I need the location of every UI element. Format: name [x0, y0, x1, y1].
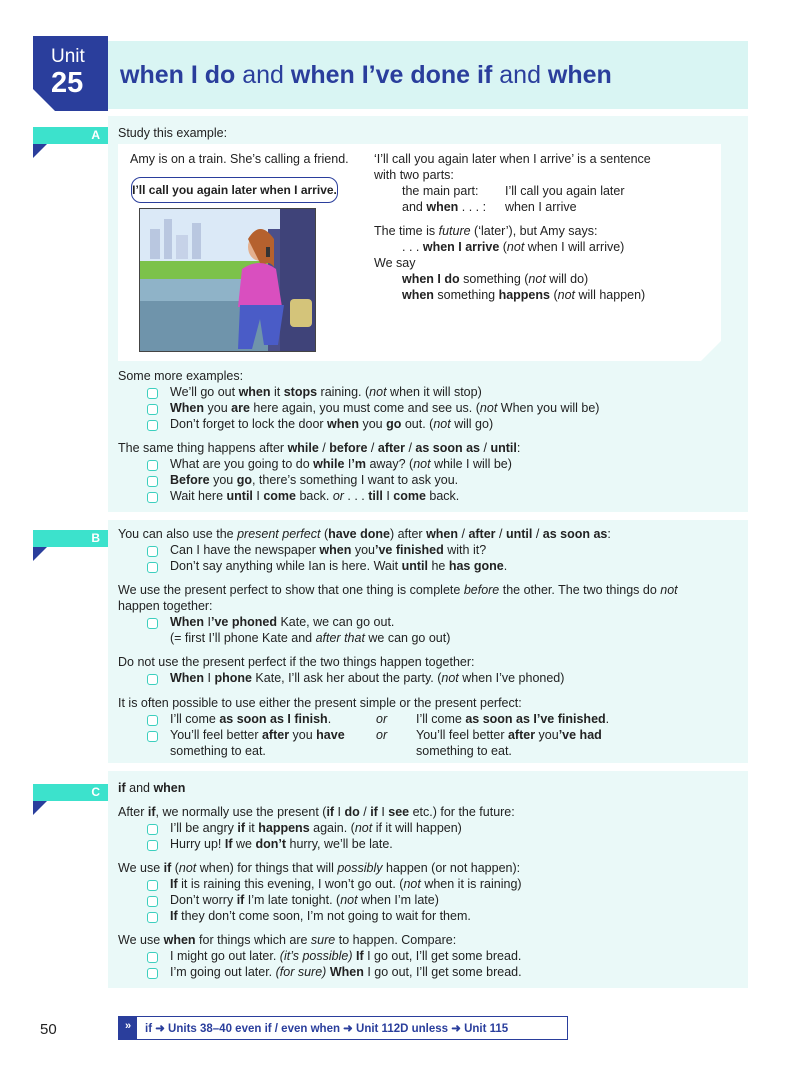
text-run: for things which are: [195, 933, 311, 947]
text-run: ‘I’ll call you again later when I arrive’ is a sentence: [374, 152, 651, 166]
text-run: phone: [214, 671, 252, 685]
c-paragraph-3: [118, 933, 456, 947]
text-run: not: [340, 893, 358, 907]
bullet-icon: [147, 824, 158, 835]
text-run: We use the present perfect to show that one thing is complete: [118, 583, 464, 597]
text-run: the other. The two things do: [499, 583, 661, 597]
text-run: when I arrive: [422, 240, 500, 254]
bullet-icon: [147, 840, 158, 851]
explain-when-value: when I arrive: [505, 200, 577, 214]
text-run: out. (: [401, 417, 434, 431]
text-run: after: [468, 527, 496, 541]
text-run: :: [516, 441, 521, 455]
amy-on-train-image: [140, 209, 315, 351]
text-run: don’t: [255, 837, 287, 851]
bullet-icon: [147, 618, 158, 629]
c-example-1: [170, 821, 462, 835]
same-example-2: [170, 473, 458, 487]
bullet-icon: [147, 546, 158, 557]
text-run: has gone: [448, 559, 504, 573]
text-run: you: [351, 543, 375, 557]
text-run: ’ve phoned: [210, 615, 277, 629]
compare-left-2: [170, 728, 345, 742]
text-run: when I’m late): [357, 893, 439, 907]
text-run: /: [367, 441, 378, 455]
text-run: Don’t say anything while Ian is here. Wait: [170, 559, 402, 573]
bullet-icon: [147, 896, 158, 907]
text-run: When: [170, 671, 205, 685]
text-run: not: [413, 457, 431, 471]
bullet-icon: [147, 968, 158, 979]
b-paragraph-2: [118, 583, 678, 597]
text-run: again. (: [309, 821, 355, 835]
section-a-intro: Study this example:: [118, 126, 228, 140]
text-run: ) after: [389, 527, 427, 541]
compare-or-2: or: [376, 728, 388, 742]
text-run: away? (: [365, 457, 414, 471]
more-example-2: [170, 401, 599, 415]
c-example-7: [170, 965, 522, 979]
text-run: ’m: [351, 457, 366, 471]
text-run: after that: [315, 631, 365, 645]
text-run: when: [426, 527, 459, 541]
text-run: I: [204, 671, 215, 685]
text-run: (= first I’ll phone Kate and: [170, 631, 316, 645]
text-run: /: [532, 527, 543, 541]
text-run: present perfect: [237, 527, 321, 541]
b-example-3-note: [170, 631, 450, 645]
bullet-icon: [147, 388, 158, 399]
text-run: I’ll come: [170, 712, 220, 726]
text-run: back.: [295, 489, 333, 503]
text-run: ’ve had: [558, 728, 602, 742]
text-run: if: [370, 805, 378, 819]
bullet-icon: [147, 912, 158, 923]
text-run: I: [334, 805, 345, 819]
text-run: (: [171, 861, 179, 875]
text-run: when: [319, 543, 352, 557]
text-run: (: [320, 527, 329, 541]
text-run: after: [261, 728, 290, 742]
text-run: We use: [118, 861, 164, 875]
text-run: The time is: [374, 224, 439, 238]
text-run: .: [503, 559, 508, 573]
text-run: or: [332, 489, 344, 503]
page-number: 50: [40, 1021, 57, 1038]
compare-left-3: [170, 744, 266, 758]
section-a-tab: [33, 127, 108, 144]
text-run: if: [118, 781, 126, 795]
text-run: I: [204, 615, 211, 629]
text-run: we can go out): [364, 631, 451, 645]
same-example-1: [170, 457, 512, 471]
section-b-letter: B: [91, 531, 100, 545]
explain-line-1: [374, 152, 651, 166]
text-run: until: [490, 441, 517, 455]
text-run: I’ll be angry: [170, 821, 238, 835]
text-run: with two parts:: [374, 168, 454, 182]
cross-reference-box: [118, 1016, 568, 1040]
text-run: are: [231, 401, 250, 415]
text-run: (‘later’), but Amy says:: [470, 224, 598, 238]
text-run: (it’s possible): [279, 949, 353, 963]
text-run: when: [238, 385, 271, 399]
text-run: not: [479, 401, 498, 415]
text-run: as soon as: [415, 441, 481, 455]
text-run: to happen. Compare:: [335, 933, 457, 947]
text-run: I go out, I’ll get some bread.: [363, 965, 522, 979]
text-run: when) for things that will: [196, 861, 338, 875]
text-run: /: [495, 527, 506, 541]
text-run: (: [549, 288, 558, 302]
text-run: something (: [459, 272, 529, 286]
bullet-icon: [147, 562, 158, 573]
text-run: you: [204, 401, 232, 415]
text-run: , we normally use the present (: [155, 805, 327, 819]
bullet-icon: [147, 404, 158, 415]
explain-line-8: [402, 272, 588, 286]
text-run: if it will happen): [372, 821, 462, 835]
text-run: I’m going out later.: [170, 965, 276, 979]
text-run: after: [507, 728, 536, 742]
c-paragraph-2: [118, 861, 520, 875]
text-run: raining. (: [317, 385, 370, 399]
text-run: (: [499, 240, 507, 254]
text-run: the main part:: [402, 184, 479, 198]
text-run: not: [528, 272, 546, 286]
b-example-2: [170, 559, 507, 573]
text-run: What are you going to do: [170, 457, 314, 471]
text-run: not: [403, 877, 421, 891]
text-run: and: [235, 61, 291, 89]
text-run: before: [463, 583, 500, 597]
text-run: and: [402, 200, 427, 214]
c-example-6: [170, 949, 521, 963]
text-run: if: [236, 893, 245, 907]
text-run: If: [170, 909, 178, 923]
text-run: will do): [545, 272, 589, 286]
text-run: when: [402, 288, 434, 302]
text-run: go: [236, 473, 252, 487]
text-run: it is raining this evening, I won’t go out. (: [177, 877, 404, 891]
text-run: etc.) for the future:: [409, 805, 515, 819]
text-run: after: [377, 441, 405, 455]
text-run: when: [547, 61, 612, 89]
bullet-icon: [147, 952, 158, 963]
section-c-heading: [118, 781, 185, 795]
bullet-icon: [147, 731, 158, 742]
page-title: [120, 61, 612, 90]
text-run: I might go out later.: [170, 949, 280, 963]
title-bar: [108, 41, 748, 109]
text-run: see: [388, 805, 410, 819]
text-run: /: [318, 441, 330, 455]
text-run: you: [358, 417, 387, 431]
text-run: happens: [258, 821, 310, 835]
text-run: as soon as I’ve finished: [465, 712, 606, 726]
text-run: when: [163, 933, 196, 947]
text-run: if: [326, 805, 335, 819]
text-run: not: [506, 240, 525, 254]
text-run: , there’s something I want to ask you.: [251, 473, 459, 487]
text-run: you: [289, 728, 317, 742]
explain-main-label: [402, 184, 478, 198]
text-run: .: [327, 712, 332, 726]
text-run: I’ll come: [416, 712, 466, 726]
text-run: Kate, I’ll ask her about the party. (: [251, 671, 442, 685]
text-run: while I will be): [430, 457, 512, 471]
section-b-intro: [118, 527, 611, 541]
text-run: if: [470, 61, 493, 89]
text-run: while: [287, 441, 319, 455]
text-run: happen (or not happen):: [382, 861, 521, 875]
text-run: When: [170, 401, 205, 415]
text-run: stops: [283, 385, 318, 399]
text-run: something to eat.: [170, 744, 266, 758]
text-run: sure: [310, 933, 336, 947]
text-run: Wait here: [170, 489, 227, 503]
text-run: you: [209, 473, 237, 487]
text-run: will go): [450, 417, 494, 431]
text-run: they don’t come soon, I’m not going to wait for them.: [177, 909, 471, 923]
text-run: until: [226, 489, 253, 503]
b-example-4: [170, 671, 564, 685]
more-examples-label: Some more examples:: [118, 369, 244, 383]
section-c-letter: C: [91, 785, 100, 799]
text-run: not: [441, 671, 459, 685]
text-run: I: [377, 805, 389, 819]
text-run: while: [313, 457, 345, 471]
more-example-3: [170, 417, 493, 431]
text-run: go: [386, 417, 402, 431]
cross-reference-icon: »: [119, 1017, 137, 1039]
text-run: We say: [374, 256, 416, 270]
c-example-3: [170, 877, 522, 891]
text-run: if: [163, 861, 172, 875]
text-run: if: [147, 805, 156, 819]
text-run: something: [433, 288, 499, 302]
text-run: The same thing happens after: [118, 441, 288, 455]
text-run: when I do: [402, 272, 460, 286]
explain-when-label: [402, 200, 486, 214]
compare-right-3: [416, 744, 512, 758]
text-run: when I’ve phoned): [458, 671, 565, 685]
text-run: Can I have the newspaper: [170, 543, 320, 557]
text-run: not: [369, 385, 387, 399]
text-run: Don’t forget to lock the door: [170, 417, 328, 431]
text-run: possibly: [337, 861, 383, 875]
text-run: /: [480, 441, 491, 455]
text-run: when it will stop): [386, 385, 482, 399]
unit-number: 25: [51, 67, 84, 99]
same-example-3: [170, 489, 459, 503]
box-corner: [701, 341, 721, 361]
text-run: :: [607, 527, 611, 541]
section-c-tab: [33, 784, 108, 801]
text-run: come: [393, 489, 426, 503]
c-example-4: [170, 893, 439, 907]
bullet-icon: [147, 880, 158, 891]
text-run: We use: [118, 933, 164, 947]
b-paragraph-3: Do not use the present perfect if the two things happen together:: [118, 655, 475, 669]
text-run: When: [170, 615, 205, 629]
text-run: You’ll feel better: [170, 728, 262, 742]
text-run: .: [605, 712, 610, 726]
text-run: /: [458, 527, 469, 541]
text-run: if: [237, 821, 246, 835]
text-run: until: [401, 559, 428, 573]
text-run: Hurry up!: [170, 837, 225, 851]
explain-line-2: [374, 168, 454, 182]
text-run: until: [505, 527, 533, 541]
same-thing-label: [118, 441, 520, 455]
text-run: After: [118, 805, 148, 819]
text-run: When: [329, 965, 364, 979]
compare-right-1: [416, 712, 609, 726]
b-paragraph-4: It is often possible to use either the present simple or the present perfect:: [118, 696, 522, 710]
compare-or-1: or: [376, 712, 388, 726]
badge-corner: [33, 89, 55, 111]
text-run: when: [153, 781, 186, 795]
more-example-1: [170, 385, 482, 399]
b-example-3: [170, 615, 394, 629]
text-run: I: [344, 457, 352, 471]
c-example-5: [170, 909, 471, 923]
text-run: Before: [170, 473, 210, 487]
text-run: we: [232, 837, 256, 851]
text-run: /: [359, 805, 371, 819]
text-run: ’ve finished: [375, 543, 444, 557]
text-run: not: [433, 417, 451, 431]
text-run: something to eat.: [416, 744, 512, 758]
train-illustration: [139, 208, 316, 352]
bullet-icon: [147, 492, 158, 503]
text-run: it: [245, 821, 259, 835]
text-run: You can also use the: [118, 527, 238, 541]
text-run: I: [252, 489, 264, 503]
text-run: You’ll feel better: [416, 728, 508, 742]
text-run: will happen): [575, 288, 646, 302]
text-run: If: [170, 877, 178, 891]
text-run: . . . :: [458, 200, 487, 214]
text-run: /: [404, 441, 416, 455]
section-a-letter: A: [91, 128, 100, 142]
text-run: come: [263, 489, 296, 503]
text-run: Kate, we can go out.: [276, 615, 395, 629]
bullet-icon: [147, 476, 158, 487]
text-run: have: [316, 728, 345, 742]
text-run: Don’t worry: [170, 893, 237, 907]
text-run: I’m late tonight. (: [244, 893, 341, 907]
text-run: I: [382, 489, 394, 503]
explain-line-9: [402, 288, 645, 302]
text-run: future: [438, 224, 471, 238]
explain-line-7: [374, 256, 415, 270]
text-run: when I’ve done: [290, 61, 471, 89]
section-b-tab: [33, 530, 108, 547]
text-run: here again, you must come and see us. (: [249, 401, 480, 415]
text-run: I go out, I’ll get some bread.: [363, 949, 522, 963]
text-run: When you will be): [497, 401, 600, 415]
speech-bubble: I’ll call you again later when I arrive.: [131, 177, 338, 203]
text-run: not: [178, 861, 197, 875]
text-run: (for sure): [275, 965, 327, 979]
text-run: till: [368, 489, 383, 503]
compare-right-2: [416, 728, 602, 742]
explain-main-value: I’ll call you again later: [505, 184, 625, 198]
text-run: and: [492, 61, 548, 89]
text-run: If: [224, 837, 233, 851]
text-run: before: [329, 441, 368, 455]
c-paragraph-1: [118, 805, 515, 819]
text-run: as soon as: [542, 527, 608, 541]
bullet-icon: [147, 460, 158, 471]
text-run: . . .: [343, 489, 369, 503]
text-run: not: [354, 821, 373, 835]
unit-badge: [33, 36, 108, 111]
explain-line-5: [374, 224, 597, 238]
text-run: and: [125, 781, 154, 795]
bullet-icon: [147, 420, 158, 431]
text-run: back.: [425, 489, 460, 503]
text-run: it: [270, 385, 284, 399]
bullet-icon: [147, 674, 158, 685]
text-run: not: [557, 288, 576, 302]
text-run: not: [660, 583, 678, 597]
text-run: We’ll go out: [170, 385, 239, 399]
text-run: when I will arrive): [524, 240, 625, 254]
c-example-2: [170, 837, 393, 851]
b-example-1: [170, 543, 486, 557]
text-run: when: [327, 417, 359, 431]
compare-left-1: [170, 712, 331, 726]
text-run: have done: [328, 527, 390, 541]
explain-line-6: [402, 240, 624, 254]
text-run: you: [535, 728, 559, 742]
text-run: hurry, we’ll be late.: [286, 837, 393, 851]
text-run: as soon as I finish: [219, 712, 328, 726]
text-run: If: [356, 949, 364, 963]
cross-reference-links[interactable]: if ➜ Units 38–40 even if / even when ➜ Unit 112D unless ➜ Unit 115: [145, 1023, 509, 1035]
b-paragraph-2-cont: happen together:: [118, 599, 213, 613]
text-run: he: [427, 559, 449, 573]
text-run: happens: [498, 288, 550, 302]
text-run: when it is raining): [420, 877, 522, 891]
text-run: do: [344, 805, 360, 819]
text-run: when I do: [120, 61, 236, 89]
text-run: when: [426, 200, 459, 214]
bullet-icon: [147, 715, 158, 726]
example-caption: Amy is on a train. She’s calling a friend.: [130, 152, 349, 166]
unit-label: Unit: [51, 46, 85, 67]
text-run: . . .: [402, 240, 423, 254]
text-run: with it?: [443, 543, 487, 557]
